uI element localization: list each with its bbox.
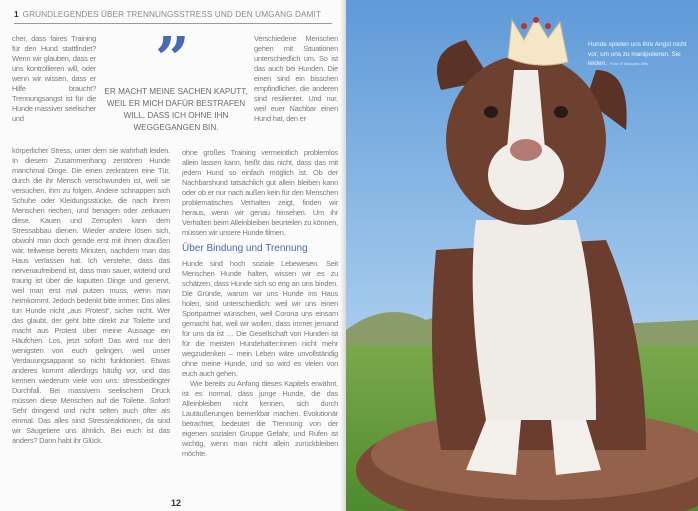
section-heading: Über Bindung und Trennung bbox=[182, 243, 308, 254]
chapter-number: 1 bbox=[14, 10, 19, 19]
body-text-left-main: körperlicher Stress, unter dem sie wahrhaft leiden. In diesem Zusammenhang zerstören Hunde manchmal Dinge. Die einen zerkratzen eine Tür, durch die ihr Mensch verschwunden ist, weil sie versuchen, ihm zu folgen. Andere schnappen sich Schuhe oder Kleidungsstücke, die nach ihrem Menschen riechen, und benagen oder zerkauen diese. Kauen und Zerrupfen kann dem Stressabbau dienen. Wieder andere lösen sich, obwohl man doch gerade erst mit ihnen draußen war, teilweise bereits Minuten, nachdem man das Haus verlassen hat. Ich verstehe, dass das nervenaufreibend ist, dass man sauer, wütend und traurig ist über die kaputten Dinge und genervt, weil man erst mal putzen muss, wenn man heimkommt. Jedoch bedenkt bitte immer: Das alles tun Hunde nicht „aus Protest“, sicher nicht. Wer das glaubt, der geht bitte direkt zur Toilette und macht aus Protest über meine Aussage ein Häufchen. Los, jetzt sofort! Das wird nur den wenigsten von euch gelingen, weil unser Verdauungsapparat so nicht funktioniert. Etwas anderes kommt allerdings häufig vor, und das kennen wiederum viele von uns: stressbedingter Durchfall. Bei massivem seelischem Druck müssen diese Menschen auf die Toilette. Sofort! Sehr dringend und nicht selten auch öfter als einmal. Das alles sind Stressreaktionen, da sind wir Säugetiere uns ähnlich. Bei euch ist das anders? Dann habt ihr Glück. bbox=[12, 146, 170, 445]
dog-chest bbox=[473, 220, 596, 420]
body-paragraph-1: Hunde sind hoch soziale Lebewesen. Seit Menschen Hunde halten, wissen wir es zu schätzen, dass Hunde sich so eng an uns binden. Die Gründe, warum wir uns Hunde ins Haus holen, sind unterschiedlich: weil wir uns einen Sportpartner wünschen, weil Corona uns einsam gemacht hat, weil wir wollen, dass immer jemand für uns da ist … Die Gesellschaft von Hunden ist für die meisten Hundehalter:innen nicht mehr wegzudenken – mein Leben wäre unvollständig ohne meine Hunde, und so wird es vielen von euch auch gehen. bbox=[182, 259, 338, 378]
dog-photo bbox=[346, 0, 698, 511]
left-page bbox=[0, 0, 346, 511]
body-paragraph-2: Wie bereits zu Anfang dieses Kapitels erwähnt, ist es normal, dass junge Hunde, die das Alleinbleiben nicht kennen, sich durch Lautäußerungen bemerkbar machen. Evolutionär betrachtet, bedeutet die Trennung von der eigenen sozialen Gruppe Gefahr, und Rufen ist wichtig, wenn man nicht allein zurückbleiben möchte. bbox=[182, 379, 338, 458]
dog-illustration bbox=[346, 0, 698, 511]
running-header bbox=[14, 10, 332, 24]
chapter-title: GRUNDLEGENDES ÜBER TRENNUNGSSTRESS UND DEN UMGANG DAMIT bbox=[22, 10, 321, 19]
photo-caption bbox=[588, 40, 696, 69]
dog-right-eye bbox=[554, 106, 568, 118]
quote-mark-icon: ” bbox=[155, 25, 190, 95]
right-text-column bbox=[182, 34, 338, 459]
dog-left-eye bbox=[484, 106, 498, 118]
pull-quote: ER MACHT MEINE SACHEN KAPUTT, WEIL ER MICH DAFÜR BESTRAFEN WILL, DASS ICH OHNE IHN WEGGEGANGEN BIN. bbox=[104, 87, 248, 132]
caption-text: Hunde spielen uns ihre Angst nicht vor, um uns zu manipulieren. Sie leiden. bbox=[588, 41, 687, 68]
dog-nose bbox=[510, 139, 542, 161]
body-text-right-main: ohne großes Training vermeintlich problemlos allein lassen kann, heißt das nicht, dass das mit jedem Hund so einfach möglich ist. Ob der Nachbarshund tatsächlich gut allein bleiben kann oder ob er nur nach außen kein für den Menschen problematisches Verhalten zeigt, finden wir heraus, wenn wir genau hinsehen. Um ihr Verhalten beim Alleinbleiben beurteilen zu können, müssen wir unsere Hunde filmen. bbox=[182, 148, 338, 237]
page-number: 12 bbox=[171, 498, 182, 508]
body-text-left-top: cher, dass faires Training für den Hund stattfindet? Wenn wir glauben, dass er uns kontrollieren will, oder wenn wir wissen, dass er Hilfe braucht? Trennungsangst ist für die Hunde massiver seelischer und bbox=[12, 34, 96, 123]
photo-credit: Foto: © Manuela Zels bbox=[609, 61, 649, 67]
body-text-right-top: Verschiedene Menschen gehen mit Situationen unterschiedlich um. So ist das auch bei Hunden. Die einen sind ein bisschen empfindlicher, die anderen sind resilienter. Und nur, weil euer Nachbar einen Hund hat, den er bbox=[254, 34, 338, 123]
